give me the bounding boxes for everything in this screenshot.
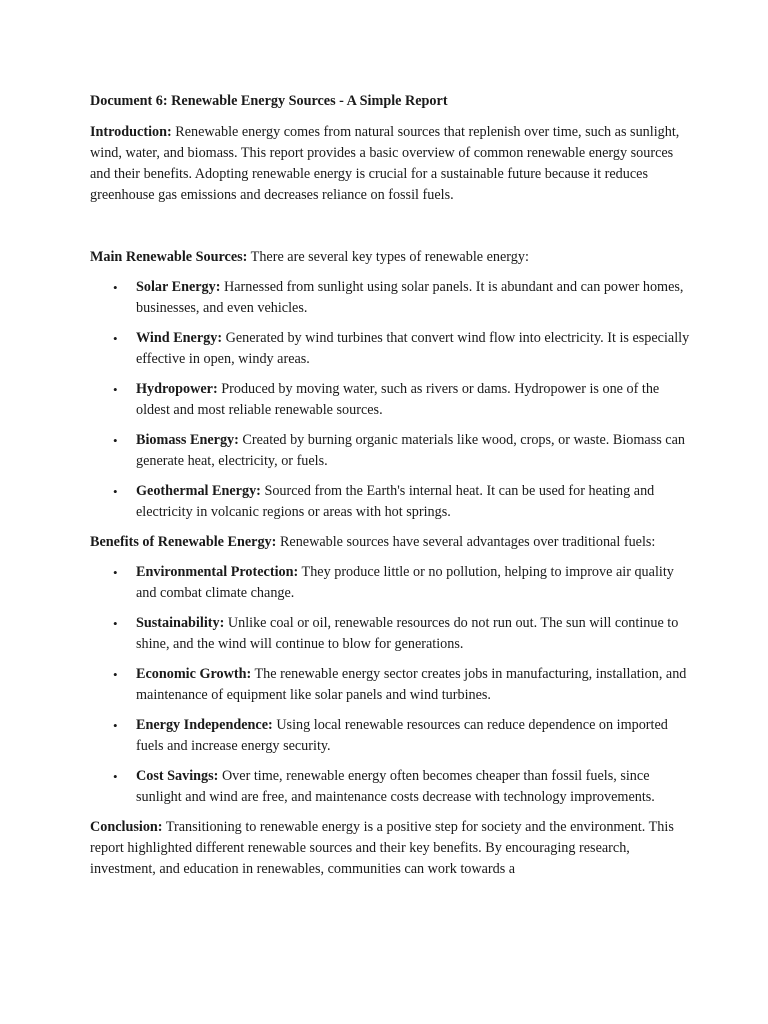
bullet-icon: • <box>113 565 118 580</box>
item-text: Using local renewable resources can reduce dependence on imported fuels and increase energy security. <box>136 717 668 754</box>
list-item <box>90 613 690 655</box>
bullet-icon: • <box>113 616 118 631</box>
item-label: Geothermal Energy: <box>136 483 261 499</box>
item-text: They produce little or no pollution, helping to improve air quality and combat climate change. <box>136 564 674 601</box>
list-item <box>90 664 690 706</box>
benefits-label: Benefits of Renewable Energy: <box>90 534 277 550</box>
item-text: Over time, renewable energy often becomes cheaper than fossil fuels, since sunlight and wind are free, and maintenance costs decrease with technology improvements. <box>136 768 655 805</box>
item-label: Solar Energy: <box>136 279 221 295</box>
item-text: Created by burning organic materials like wood, crops, or waste. Biomass can generate heat, electricity, or fuels. <box>136 432 685 469</box>
item-text: Unlike coal or oil, renewable resources do not run out. The sun will continue to shine, and the wind will continue to blow for generations. <box>136 615 679 652</box>
bullet-icon: • <box>113 433 118 448</box>
bullet-icon: • <box>113 382 118 397</box>
item-text: Sourced from the Earth's internal heat. It can be used for heating and electricity in volcanic regions or areas with hot springs. <box>136 483 655 520</box>
item-text: The renewable energy sector creates jobs in manufacturing, installation, and maintenance of equipment like solar panels and wind turbines. <box>136 666 687 703</box>
benefits-list <box>90 562 690 808</box>
item-label: Cost Savings: <box>136 768 219 784</box>
introduction-text: Renewable energy comes from natural sources that replenish over time, such as sunlight, wind, water, and biomass. This report provides a basic overview of common renewable energy sources and their benefits. Adopting renewable energy is crucial for a sustainable future because it reduces greenhouse gas emissions and decreases reliance on fossil fuels. <box>90 124 680 203</box>
bullet-icon: • <box>113 718 118 733</box>
section-gap <box>90 206 690 247</box>
item-label: Hydropower: <box>136 381 218 397</box>
item-label: Environmental Protection: <box>136 564 299 580</box>
bullet-icon: • <box>113 769 118 784</box>
main-sources-label: Main Renewable Sources: <box>90 249 248 265</box>
list-item <box>90 715 690 757</box>
item-label: Biomass Energy: <box>136 432 239 448</box>
conclusion-paragraph <box>90 817 690 880</box>
introduction-paragraph <box>90 122 690 206</box>
document-page <box>90 91 690 880</box>
item-label: Economic Growth: <box>136 666 252 682</box>
conclusion-text: Transitioning to renewable energy is a positive step for society and the environment. This report highlighted different renewable sources and their key benefits. By encouraging research, investment, and education in renewables, communities can work towards a <box>90 819 674 877</box>
item-text: Generated by wind turbines that convert wind flow into electricity. It is especially effective in open, windy areas. <box>136 330 690 367</box>
conclusion-label: Conclusion: <box>90 819 163 835</box>
bullet-icon: • <box>113 331 118 346</box>
list-item <box>90 328 690 370</box>
benefits-paragraph <box>90 532 690 553</box>
benefits-text: Renewable sources have several advantages over traditional fuels: <box>276 534 656 550</box>
list-item <box>90 379 690 421</box>
item-label: Wind Energy: <box>136 330 223 346</box>
sources-list <box>90 277 690 523</box>
list-item <box>90 562 690 604</box>
item-label: Energy Independence: <box>136 717 273 733</box>
bullet-icon: • <box>113 484 118 499</box>
list-item <box>90 481 690 523</box>
document-title: Document 6: Renewable Energy Sources - A Simple Report <box>90 93 448 109</box>
bullet-icon: • <box>113 280 118 295</box>
item-text: Produced by moving water, such as rivers or dams. Hydropower is one of the oldest and most reliable renewable sources. <box>136 381 660 418</box>
item-text: Harnessed from sunlight using solar panels. It is abundant and can power homes, businesses, and even vehicles. <box>136 279 684 316</box>
bullet-icon: • <box>113 667 118 682</box>
list-item <box>90 766 690 808</box>
list-item <box>90 430 690 472</box>
main-sources-paragraph <box>90 247 690 268</box>
introduction-label: Introduction: <box>90 124 172 140</box>
main-sources-text: There are several key types of renewable energy: <box>247 249 529 265</box>
list-item <box>90 277 690 319</box>
item-label: Sustainability: <box>136 615 225 631</box>
